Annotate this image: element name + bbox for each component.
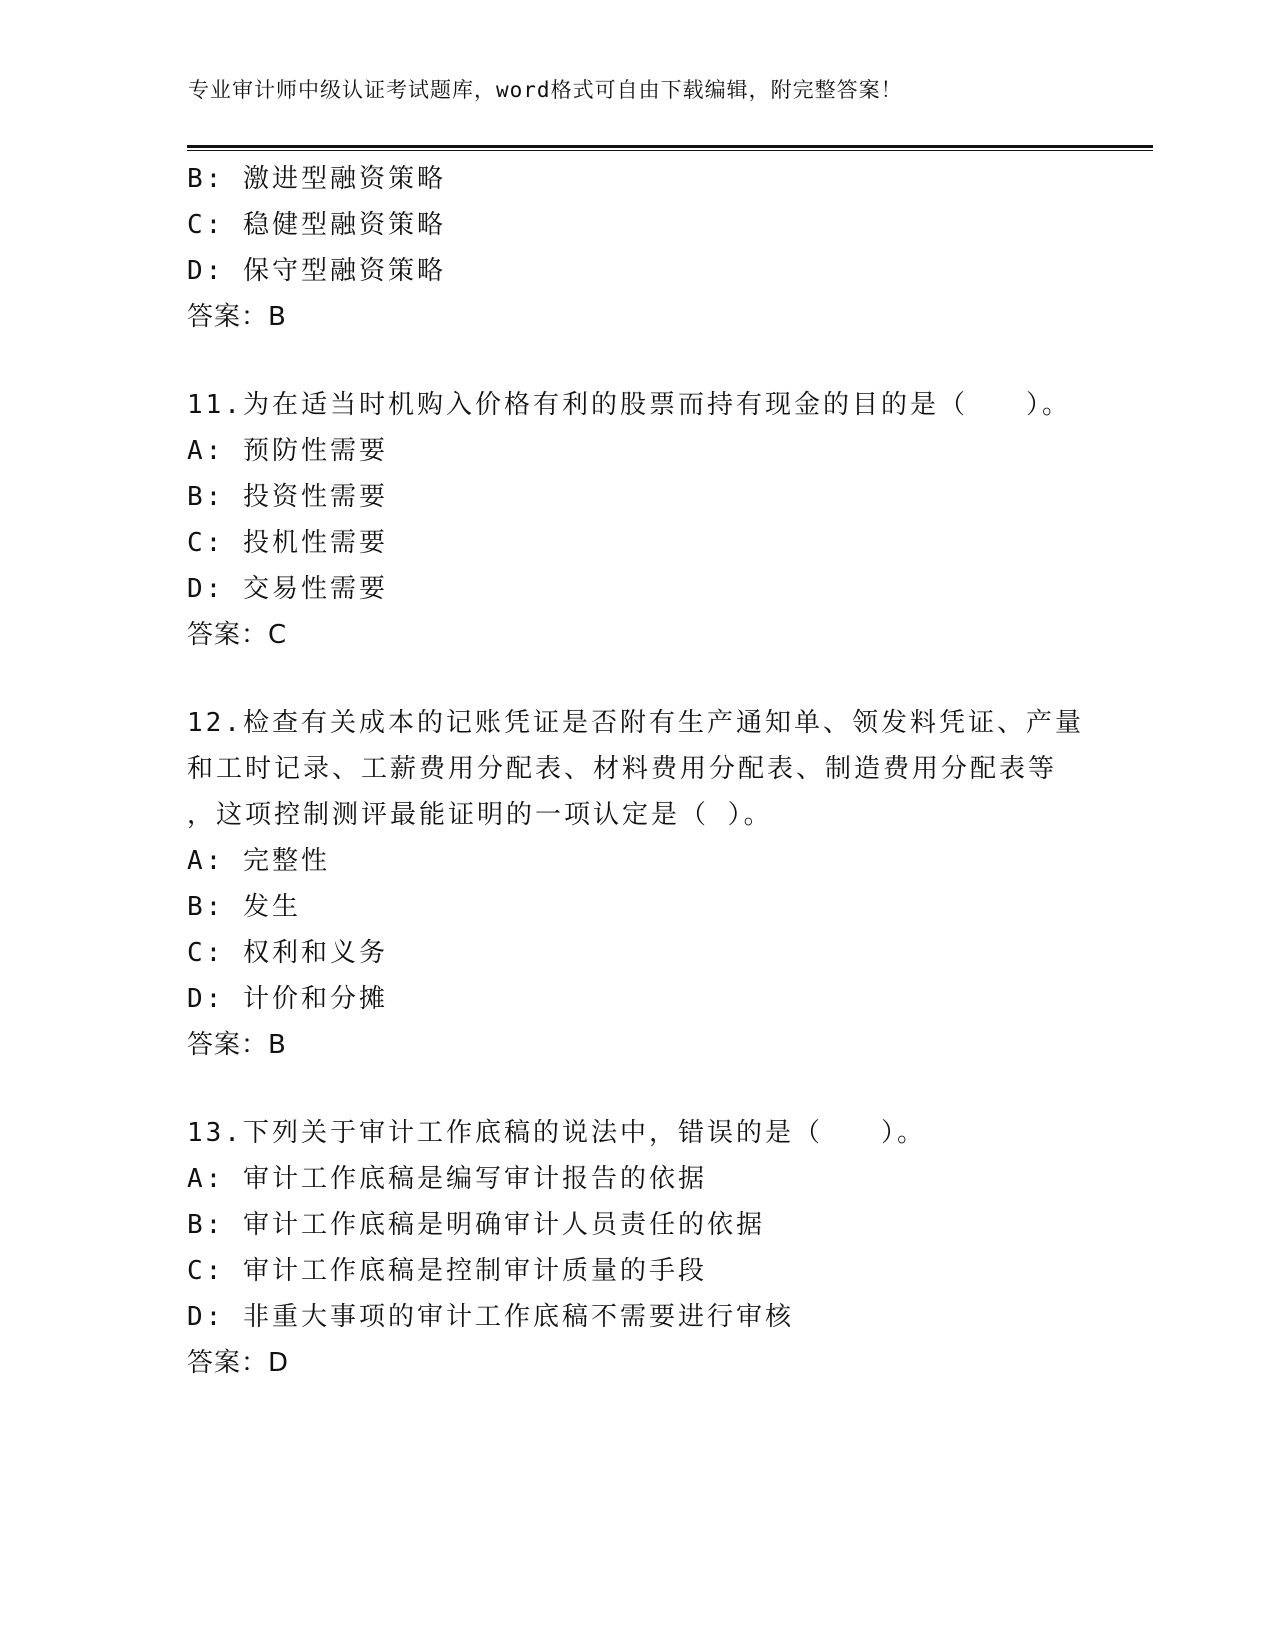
question-text-line-3: ，这项控制测评最能证明的一项认定是（ ）。 xyxy=(187,800,773,830)
option-d: D: 计价和分摊 xyxy=(187,984,388,1014)
option-c: C: 投机性需要 xyxy=(187,528,388,558)
answer: 答案：C xyxy=(187,620,288,650)
question-12 xyxy=(187,700,1087,1068)
question-text: 11.为在适当时机购入价格有利的股票而持有现金的目的是（ ）。 xyxy=(187,390,1071,420)
option-b: B: 发生 xyxy=(187,892,301,922)
option-d: D: 保守型融资策略 xyxy=(187,256,446,286)
option-a: A: 审计工作底稿是编写审计报告的依据 xyxy=(187,1164,707,1194)
option-a: A: 完整性 xyxy=(187,846,330,876)
option-b: B: 激进型融资策略 xyxy=(187,164,446,194)
option-c: C: 审计工作底稿是控制审计质量的手段 xyxy=(187,1256,707,1286)
option-b: B: 审计工作底稿是明确审计人员责任的依据 xyxy=(187,1210,765,1240)
option-d: D: 交易性需要 xyxy=(187,574,388,604)
answer: 答案：D xyxy=(187,1348,290,1378)
option-c: C: 稳健型融资策略 xyxy=(187,210,446,240)
option-c: C: 权利和义务 xyxy=(187,938,388,968)
question-text: 13.下列关于审计工作底稿的说法中，错误的是（ ）。 xyxy=(187,1118,926,1148)
question-10-tail xyxy=(187,156,1087,340)
document-body xyxy=(187,156,1087,1386)
header-divider-thick xyxy=(187,145,1153,148)
spacer xyxy=(187,340,1087,382)
header-divider-thin xyxy=(187,150,1153,151)
answer: 答案：B xyxy=(187,302,287,332)
spacer xyxy=(187,1068,1087,1110)
question-text-line-2: 和工时记录、工薪费用分配表、材料费用分配表、制造费用分配表等 xyxy=(187,754,1058,784)
option-d: D: 非重大事项的审计工作底稿不需要进行审核 xyxy=(187,1302,794,1332)
option-b: B: 投资性需要 xyxy=(187,482,388,512)
page-header: 专业审计师中级认证考试题库，word格式可自由下载编辑，附完整答案！ xyxy=(188,78,903,102)
question-11 xyxy=(187,382,1087,658)
option-a: A: 预防性需要 xyxy=(187,436,388,466)
spacer xyxy=(187,658,1087,700)
question-13 xyxy=(187,1110,1087,1386)
question-text-line-1: 12.检查有关成本的记账凭证是否附有生产通知单、领发料凭证、产量 xyxy=(187,708,1084,738)
answer: 答案：B xyxy=(187,1030,287,1060)
